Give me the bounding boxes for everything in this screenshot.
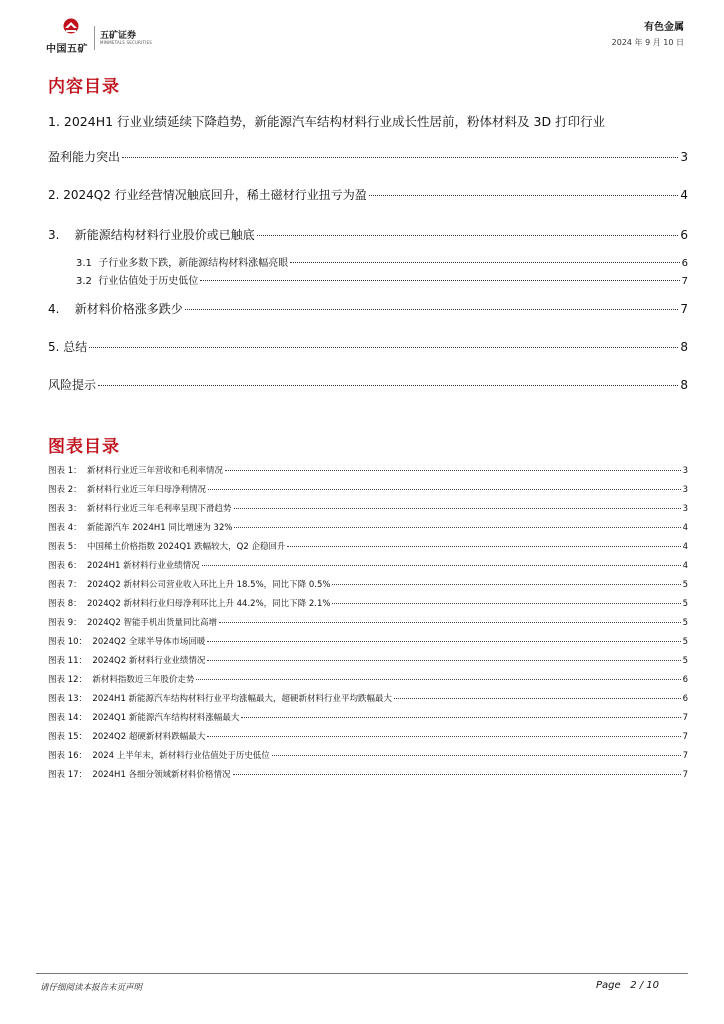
figure-entry-label: 图表 14： 2024Q1 新能源汽车结构材料涨幅最大 — [48, 713, 240, 723]
figure-entry[interactable] — [48, 616, 688, 628]
figure-entry-label: 图表 5： 中国稀土价格指数 2024Q1 跌幅较大，Q2 企稳回升 — [48, 542, 286, 552]
leader-dots — [219, 622, 681, 623]
figure-entry[interactable] — [48, 597, 688, 609]
figure-entry-label: 图表 11： 2024Q2 新材料行业业绩情况 — [48, 656, 206, 666]
figure-page-number: 5 — [682, 618, 688, 628]
figure-entry[interactable] — [48, 749, 688, 761]
figure-entry-label: 图表 7： 2024Q2 新材料公司营业收入环比上升 18.5%，同比下降 0.5% — [48, 580, 331, 590]
figure-entry-label: 图表 2： 新材料行业近三年归母净利情况 — [48, 485, 207, 495]
toc-page-number: 8 — [680, 378, 688, 392]
figure-page-number: 5 — [682, 637, 688, 647]
figure-entry[interactable] — [48, 502, 688, 514]
figure-entry-label: 图表 1： 新材料行业近三年营收和毛利率情况 — [48, 466, 224, 476]
figure-entry-label: 图表 10： 2024Q2 全球半导体市场回暖 — [48, 637, 206, 647]
figure-entry[interactable] — [48, 692, 688, 704]
figure-page-number: 4 — [682, 561, 688, 571]
toc-entry-3[interactable]: 3. 新能源结构材料行业股价或已触底 6 — [48, 228, 688, 242]
toc-page-number: 3 — [680, 150, 688, 164]
toc-page-number: 4 — [680, 188, 688, 202]
leader-dots — [207, 641, 680, 642]
figure-page-number: 3 — [682, 485, 688, 495]
leader-dots — [225, 470, 681, 471]
leader-dots — [234, 508, 681, 509]
figure-page-number: 3 — [682, 466, 688, 476]
footer-page-number: Page 2 / 10 — [596, 980, 660, 991]
figure-entry-label: 图表 4： 新能源汽车 2024H1 同比增速为 32% — [48, 523, 233, 533]
logo-chinese-text: 中国五矿 — [46, 44, 88, 55]
leader-dots — [241, 717, 680, 718]
leader-dots — [185, 309, 679, 310]
toc-entry-3-1[interactable]: 3.1 子行业多数下跌，新能源结构材料涨幅亮眼 6 — [76, 258, 688, 269]
figure-entry-label: 图表 3： 新材料行业近三年毛利率呈现下滑趋势 — [48, 504, 232, 514]
logo-securities-text: 五矿证券 — [100, 31, 137, 41]
leader-dots — [332, 603, 680, 604]
toc-entry-risk[interactable]: 风险提示 8 — [48, 378, 688, 392]
toc-page-number: 8 — [680, 340, 688, 354]
page-header — [0, 0, 724, 64]
toc-entry-2[interactable]: 2. 2024Q2 行业经营情况触底回升，稀土磁材行业扭亏为盈 4 — [48, 188, 688, 202]
leader-dots — [272, 755, 681, 756]
figure-entry[interactable] — [48, 483, 688, 495]
figure-entry-label: 图表 12： 新材料指数近三年股价走势 — [48, 675, 195, 685]
toc-page-number: 6 — [680, 228, 688, 242]
report-date: 2024 年 9 月 10 日 — [611, 38, 684, 47]
figure-page-number: 7 — [682, 732, 688, 742]
figure-page-number: 5 — [682, 656, 688, 666]
footer-disclaimer: 请仔细阅读本报告末页声明 — [40, 983, 143, 993]
leader-dots — [208, 489, 681, 490]
figure-page-number: 6 — [682, 675, 688, 685]
footer-divider — [36, 973, 688, 974]
leader-dots — [207, 660, 680, 661]
figure-entry[interactable] — [48, 654, 688, 666]
leader-dots — [122, 157, 678, 158]
figure-entry[interactable] — [48, 730, 688, 742]
figures-title: 图表目录 — [48, 437, 120, 457]
toc-entry-4[interactable]: 4. 新材料价格涨多跌少 7 — [48, 302, 688, 316]
leader-dots — [202, 565, 681, 566]
leader-dots — [89, 347, 678, 348]
leader-dots — [98, 385, 678, 386]
figure-page-number: 6 — [682, 694, 688, 704]
leader-dots — [290, 262, 679, 263]
leader-dots — [394, 698, 681, 699]
figure-entry-label: 图表 17： 2024H1 各细分领域新材料价格情况 — [48, 770, 231, 780]
leader-dots — [257, 235, 679, 236]
logo-securities-english: MINMETALS SECURITIES — [100, 40, 152, 45]
figure-entry-label: 图表 6： 2024H1 新材料行业业绩情况 — [48, 561, 200, 571]
leader-dots — [207, 736, 680, 737]
figure-entry[interactable] — [48, 711, 688, 723]
leader-dots — [234, 527, 680, 528]
toc-title: 内容目录 — [48, 77, 120, 97]
toc-page-number: 7 — [681, 276, 688, 287]
figure-page-number: 4 — [682, 542, 688, 552]
leader-dots — [287, 546, 680, 547]
figure-entry-label: 图表 15： 2024Q2 超硬新材料跌幅最大 — [48, 732, 206, 742]
toc-entry-1-line1: 1. 2024H1 行业业绩延续下降趋势，新能源汽车结构材料行业成长性居前，粉体材料及 3D 打印行业 — [48, 114, 606, 129]
leader-dots — [196, 679, 680, 680]
figure-entry-label: 图表 13： 2024H1 新能源汽车结构材料行业平均涨幅最大，超硬新材料行业平均跌幅最大 — [48, 694, 393, 704]
figure-entry-label: 图表 8： 2024Q2 新材料行业归母净利环比上升 44.2%，同比下降 2.1% — [48, 599, 331, 609]
logo-divider — [94, 26, 95, 50]
figure-entry[interactable] — [48, 578, 688, 590]
figure-page-number: 7 — [682, 751, 688, 761]
figure-entry[interactable] — [48, 673, 688, 685]
figure-page-number: 3 — [682, 504, 688, 514]
figure-entry[interactable] — [48, 521, 688, 533]
figure-page-number: 7 — [682, 770, 688, 780]
leader-dots — [200, 280, 679, 281]
figure-entry[interactable] — [48, 540, 688, 552]
toc-entry-1-line2: 盈利能力突出 3 — [48, 150, 688, 164]
figure-entry[interactable] — [48, 464, 688, 476]
company-logo — [44, 18, 154, 56]
leader-dots — [233, 774, 681, 775]
figure-page-number: 5 — [682, 580, 688, 590]
leader-dots — [369, 195, 679, 196]
figure-entry-label: 图表 16： 2024 上半年末，新材料行业估值处于历史低位 — [48, 751, 270, 761]
minmetals-emblem-icon — [62, 18, 80, 36]
figure-page-number: 4 — [682, 523, 688, 533]
figure-entry-label: 图表 9： 2024Q2 智能手机出货量同比高增 — [48, 618, 217, 628]
toc-page-number: 7 — [680, 302, 688, 316]
toc-entry-3-2[interactable]: 3.2 行业估值处于历史低位 7 — [76, 276, 688, 287]
figure-page-number: 7 — [682, 713, 688, 723]
figure-page-number: 5 — [682, 599, 688, 609]
figure-entry[interactable] — [48, 768, 688, 780]
figure-entry[interactable] — [48, 559, 688, 571]
figure-entry[interactable] — [48, 635, 688, 647]
sector-label: 有色金属 — [644, 22, 684, 33]
toc-entry-5[interactable]: 5. 总结 8 — [48, 340, 688, 354]
toc-page-number: 6 — [681, 258, 688, 269]
leader-dots — [332, 584, 680, 585]
